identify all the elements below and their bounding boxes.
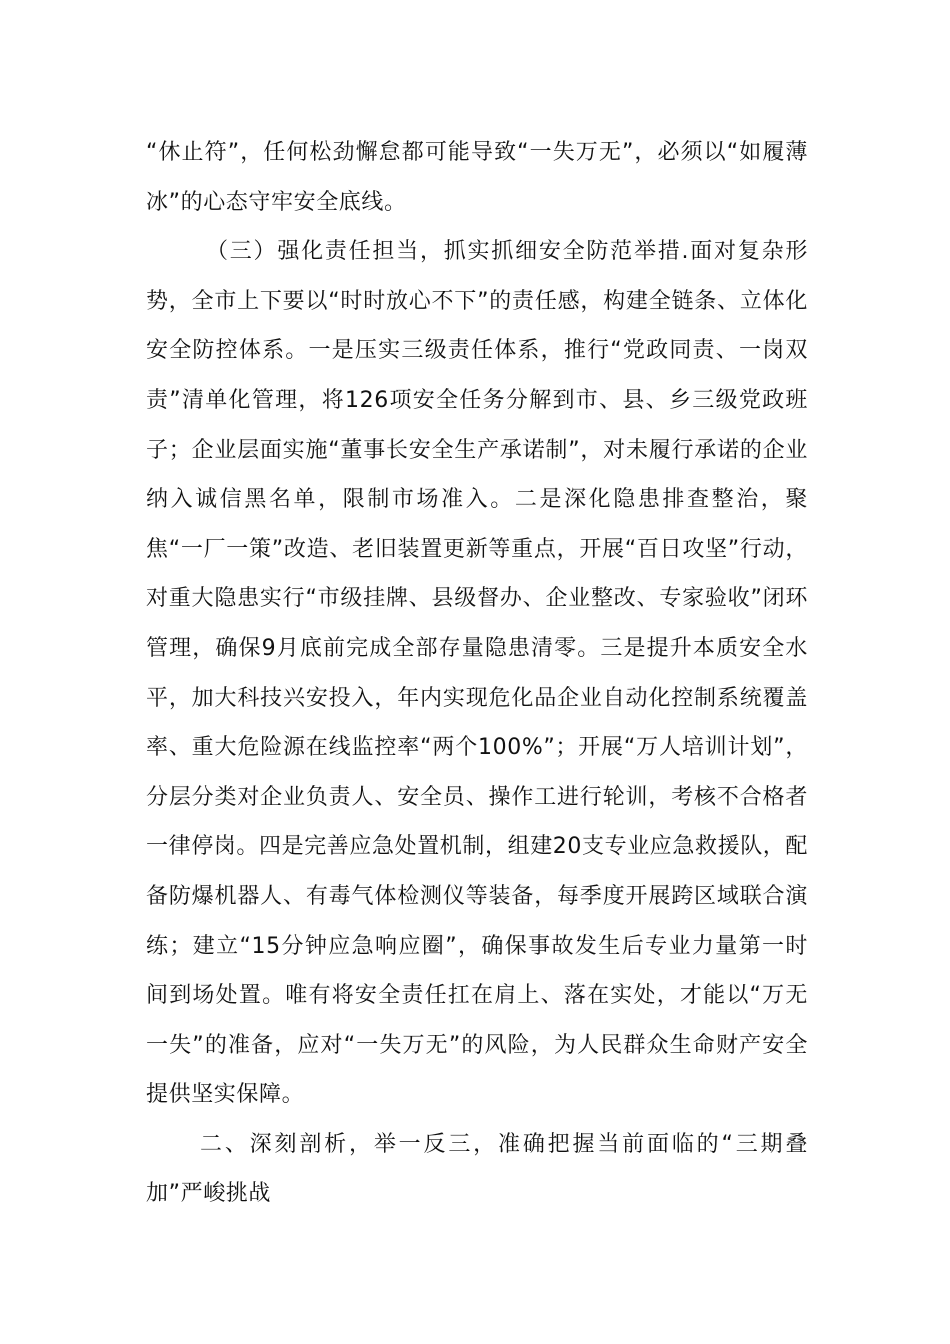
section-heading-two: 二、深刻剖析，举一反三，准确把握当前面临的“三期叠加”严峻挑战 bbox=[146, 1131, 808, 1207]
paragraph-section-three: （三）强化责任担当，抓实抓细安全防范举措.面对复杂形势，全市上下要以“时时放心不下”的责任感，构建全链条、立体化安全防控体系。一是压实三级责任体系，推行“党政同责、一岗双责”清单化管理，将126项安全任务分解到市、县、乡三级党政班子；企业层面实施“董事长安全生产承诺制”，对未履行承诺的企业纳入诚信黑名单，限制市场准入。二是深化隐患排查整治，聚焦“一厂一策”改造、老旧装置更新等重点，开展“百日攻坚”行动，对重大隐患实行“市级挂牌、县级督办、企业整改、专家验收”闭环管理，确保9月底前完成全部存量隐患清零。三是提升本质安全水平，加大科技兴安投入，年内实现危化品企业自动化控制系统覆盖率、重大危险源在线监控率“两个100%”；开展“万人培训计划”，分层分类对企业负责人、安全员、操作工进行轮训，考核不合格者一律停岗。四是完善应急处置机制，组建20支专业应急救援队，配备防爆机器人、有毒气体检测仪等装备，每季度开展跨区域联合演练；建立“15分钟应急响应圈”，确保事故发生后专业力量第一时间到场处置。唯有将安全责任扛在肩上、落在实处，才能以“万无一失”的准备，应对“一失万无”的风险，为人民群众生命财产安全提供坚实保障。 bbox=[146, 239, 808, 1108]
paragraph-continuation: “休止符”，任何松劲懈怠都可能导致“一失万无”，必须以“如履薄冰”的心态守牢安全底线。 bbox=[146, 140, 808, 215]
document-body bbox=[146, 128, 808, 1219]
